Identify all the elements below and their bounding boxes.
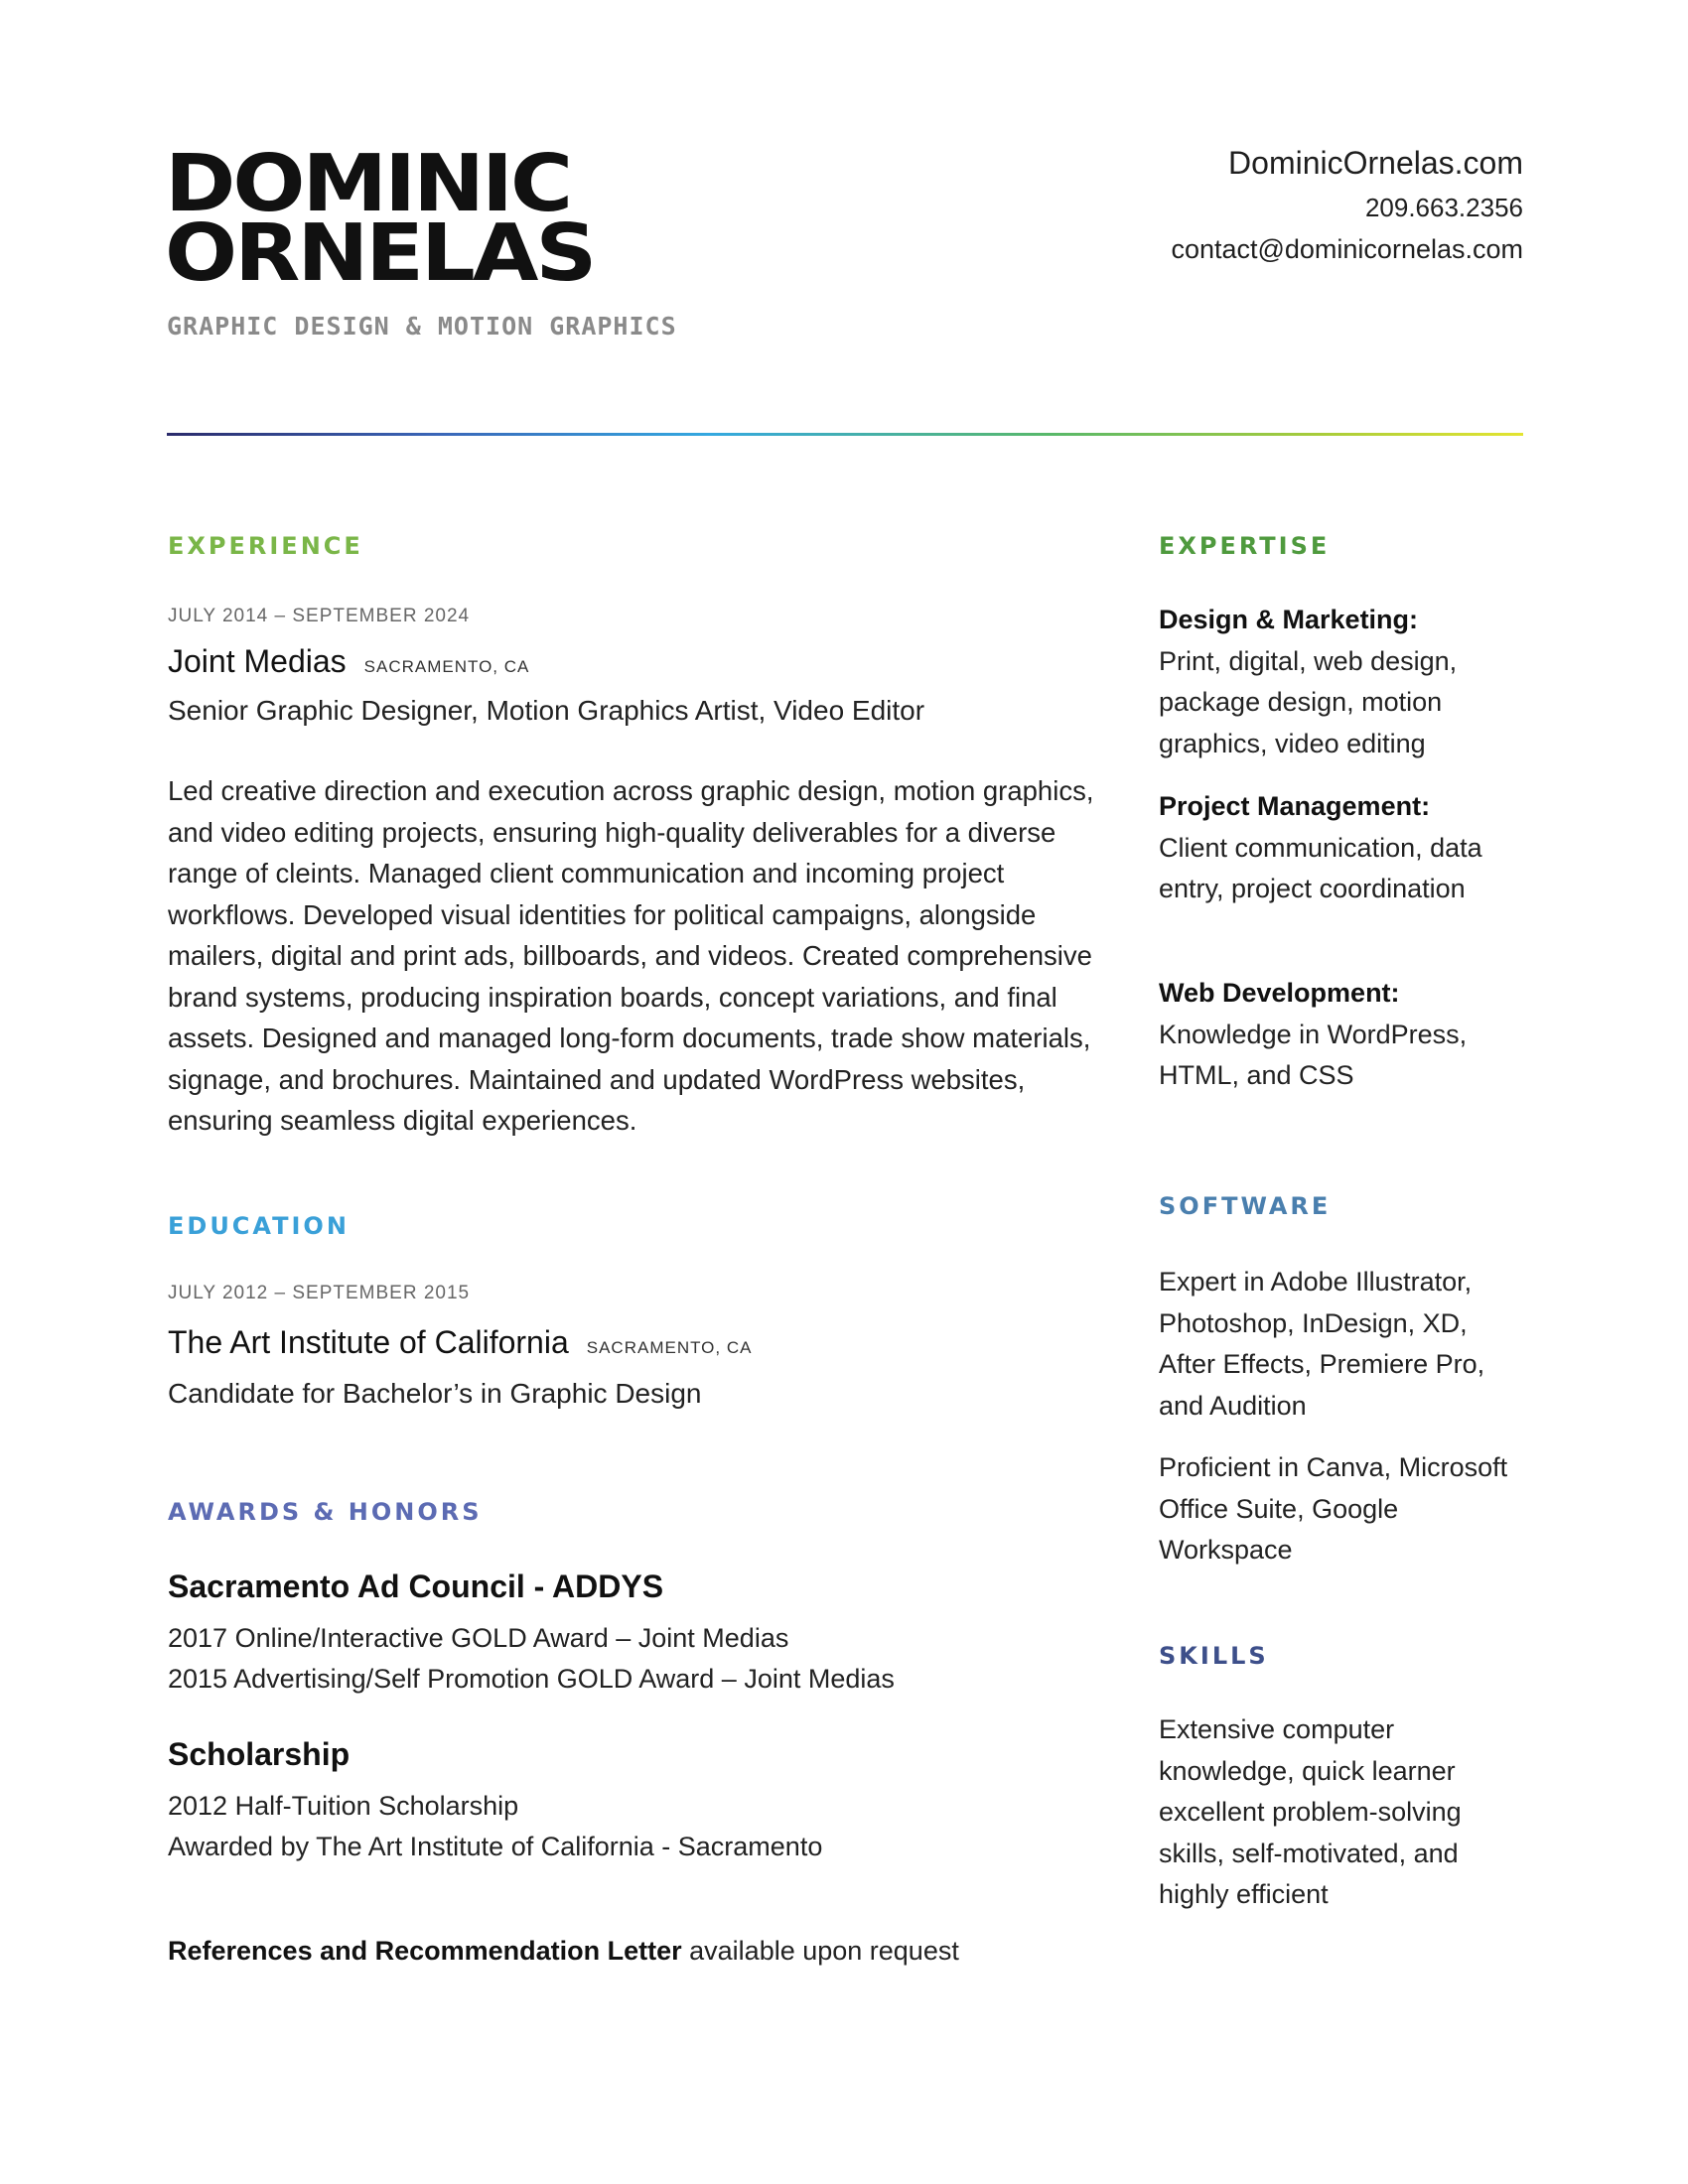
- company-name: Joint Medias: [168, 643, 347, 679]
- references-rest: available upon request: [681, 1936, 959, 1966]
- company-location: SACRAMENTO, CA: [363, 657, 530, 676]
- experience-description: Led creative direction and execution across graphic design, motion graphics, and video editing projects, ensuring high-quality deliverables for a diverse range of cleints. Managed client communication and incoming project workflows. Developed visual identities for political campaigns, alongside mailers, digital and print ads, billboards, and videos. Created comprehensive brand systems, producing inspiration boards, concept variations, and final assets. Designed and managed long-form documents, trade show materials, signage, and brochures. Maintained and updated WordPress websites, ensuring seamless digital experiences.: [168, 775, 1094, 1136]
- award-line: 2017 Online/Interactive GOLD Award – Joint Medias: [168, 1623, 789, 1653]
- expertise-text: Client communication, data entry, project coordination: [1159, 832, 1482, 903]
- references-bold: References and Recommendation Letter: [168, 1936, 682, 1966]
- education-heading: EDUCATION: [168, 1212, 350, 1240]
- experience-role: Senior Graphic Designer, Motion Graphics Artist, Video Editor: [168, 695, 925, 726]
- scholarship-line: 2012 Half-Tuition Scholarship: [168, 1791, 519, 1821]
- experience-heading: EXPERIENCE: [168, 532, 363, 560]
- software-heading: SOFTWARE: [1159, 1192, 1332, 1220]
- software-paragraph: Expert in Adobe Illustrator, Photoshop, InDesign, XD, After Effects, Premiere Pro, and Audition: [1159, 1267, 1485, 1421]
- awards-heading: AWARDS & HONORS: [168, 1498, 483, 1526]
- expertise-heading: EXPERTISE: [1159, 532, 1331, 560]
- expertise-item: [1159, 600, 1516, 764]
- scholarship-title: Scholarship: [168, 1736, 351, 1772]
- expertise-item: [1159, 973, 1516, 1097]
- expertise-label: Web Development:: [1159, 978, 1400, 1008]
- website-link[interactable]: DominicOrnelas.com: [1228, 145, 1523, 181]
- expertise-text: Knowledge in WordPress, HTML, and CSS: [1159, 1019, 1468, 1090]
- experience-date: JULY 2014 – SEPTEMBER 2024: [168, 606, 471, 626]
- software-paragraph: Proficient in Canva, Microsoft Office Suite, Google Workspace: [1159, 1452, 1508, 1565]
- skills-heading: SKILLS: [1159, 1642, 1269, 1670]
- scholarship-line: Awarded by The Art Institute of California - Sacramento: [168, 1832, 823, 1861]
- gradient-divider: [167, 433, 1523, 436]
- last-name: ORNELAS: [165, 207, 595, 300]
- expertise-label: Project Management:: [1159, 791, 1431, 821]
- school-location: SACRAMENTO, CA: [586, 1338, 753, 1357]
- education-school: [168, 1324, 752, 1361]
- subtitle: GRAPHIC DESIGN & MOTION GRAPHICS: [167, 312, 677, 341]
- expertise-label: Design & Marketing:: [1159, 605, 1419, 634]
- school-name: The Art Institute of California: [168, 1324, 569, 1360]
- education-date: JULY 2012 – SEPTEMBER 2015: [168, 1283, 471, 1303]
- email-link[interactable]: contact@dominicornelas.com: [1171, 234, 1523, 264]
- education-degree: Candidate for Bachelor’s in Graphic Design: [168, 1378, 702, 1409]
- expertise-item: [1159, 786, 1516, 910]
- phone-number: 209.663.2356: [1364, 193, 1523, 222]
- experience-company: [168, 643, 529, 680]
- award-title: Sacramento Ad Council - ADDYS: [168, 1569, 664, 1604]
- first-name: DOMINIC: [165, 138, 571, 230]
- expertise-text: Print, digital, web design, package design, motion graphics, video editing: [1159, 645, 1458, 758]
- skills-text: Extensive computer knowledge, quick learner excellent problem-solving skills, self-motivated, and highly efficient: [1159, 1714, 1462, 1909]
- award-line: 2015 Advertising/Self Promotion GOLD Award – Joint Medias: [168, 1664, 895, 1694]
- references-note: [168, 1936, 959, 1967]
